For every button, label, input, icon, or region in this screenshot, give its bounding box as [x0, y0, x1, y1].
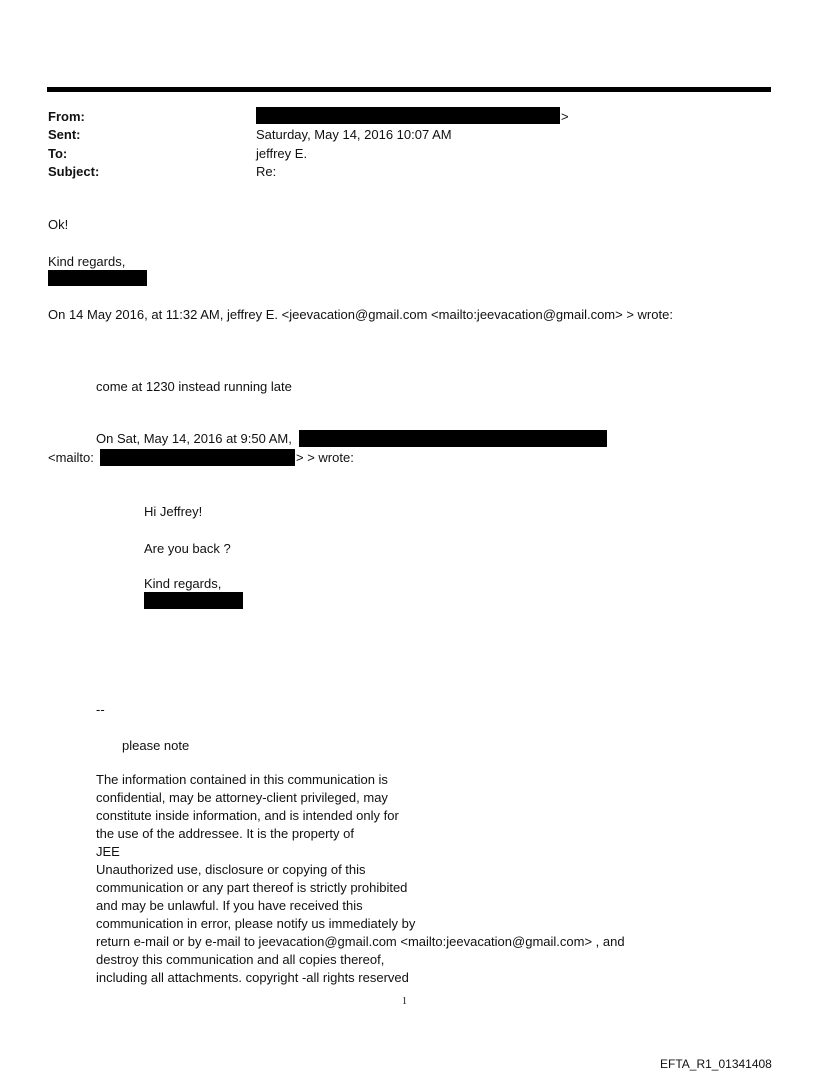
from-label: From:	[48, 109, 85, 124]
redacted-quoted-sender	[299, 430, 607, 447]
signoff-1: Kind regards,	[48, 254, 126, 269]
disclaimer-line: destroy this communication and all copies thereof,	[96, 952, 385, 967]
from-suffix: >	[561, 109, 569, 124]
redacted-signature-1	[48, 270, 147, 286]
greeting: Hi Jeffrey!	[144, 504, 203, 519]
signature-separator: --	[96, 702, 105, 717]
quote-header-2a: On Sat, May 14, 2016 at 9:50 AM,	[96, 431, 292, 446]
subject-value: Re:	[256, 164, 277, 179]
redacted-sender	[256, 107, 560, 124]
subject-label: Subject:	[48, 164, 100, 179]
disclaimer-line: Unauthorized use, disclosure or copying of this	[96, 862, 366, 877]
signoff-2: Kind regards,	[144, 576, 222, 591]
document-id: EFTA_R1_01341408	[660, 1057, 772, 1071]
disclaimer-line: communication in error, please notify us immediately by	[96, 916, 416, 931]
header-rule	[47, 87, 771, 92]
reply-1: come at 1230 instead running late	[96, 379, 292, 394]
quote-header-1: On 14 May 2016, at 11:32 AM, jeffrey E. <jeevacation@gmail.com <mailto:jeevacation@gmail.com> > wrote:	[48, 307, 673, 322]
to-label: To:	[48, 146, 68, 161]
quote-header-2b-suffix: > > wrote:	[296, 450, 354, 465]
quote-header-2b-prefix: <mailto:	[48, 450, 94, 465]
redacted-signature-2	[144, 592, 243, 609]
disclaimer-line: return e-mail or by e-mail to jeevacation@gmail.com <mailto:jeevacation@gmail.com> , and	[96, 934, 625, 949]
redacted-quoted-email	[100, 449, 295, 466]
body-ok: Ok!	[48, 217, 69, 232]
please-note: please note	[122, 738, 190, 753]
disclaimer-line: constitute inside information, and is intended only for	[96, 808, 399, 823]
disclaimer-line: including all attachments. copyright -all rights reserved	[96, 970, 409, 985]
disclaimer-line: communication or any part thereof is strictly prohibited	[96, 880, 408, 895]
sent-label: Sent:	[48, 127, 81, 142]
question: Are you back ?	[144, 541, 231, 556]
disclaimer-line: The information contained in this communication is	[96, 772, 388, 787]
disclaimer-line: confidential, may be attorney-client privileged, may	[96, 790, 388, 805]
sent-value: Saturday, May 14, 2016 10:07 AM	[256, 127, 452, 142]
page-number: 1	[402, 996, 407, 1007]
disclaimer-line: JEE	[96, 844, 120, 859]
to-value: jeffrey E.	[256, 146, 308, 161]
disclaimer-line: the use of the addressee. It is the property of	[96, 826, 354, 841]
disclaimer-line: and may be unlawful. If you have received this	[96, 898, 363, 913]
